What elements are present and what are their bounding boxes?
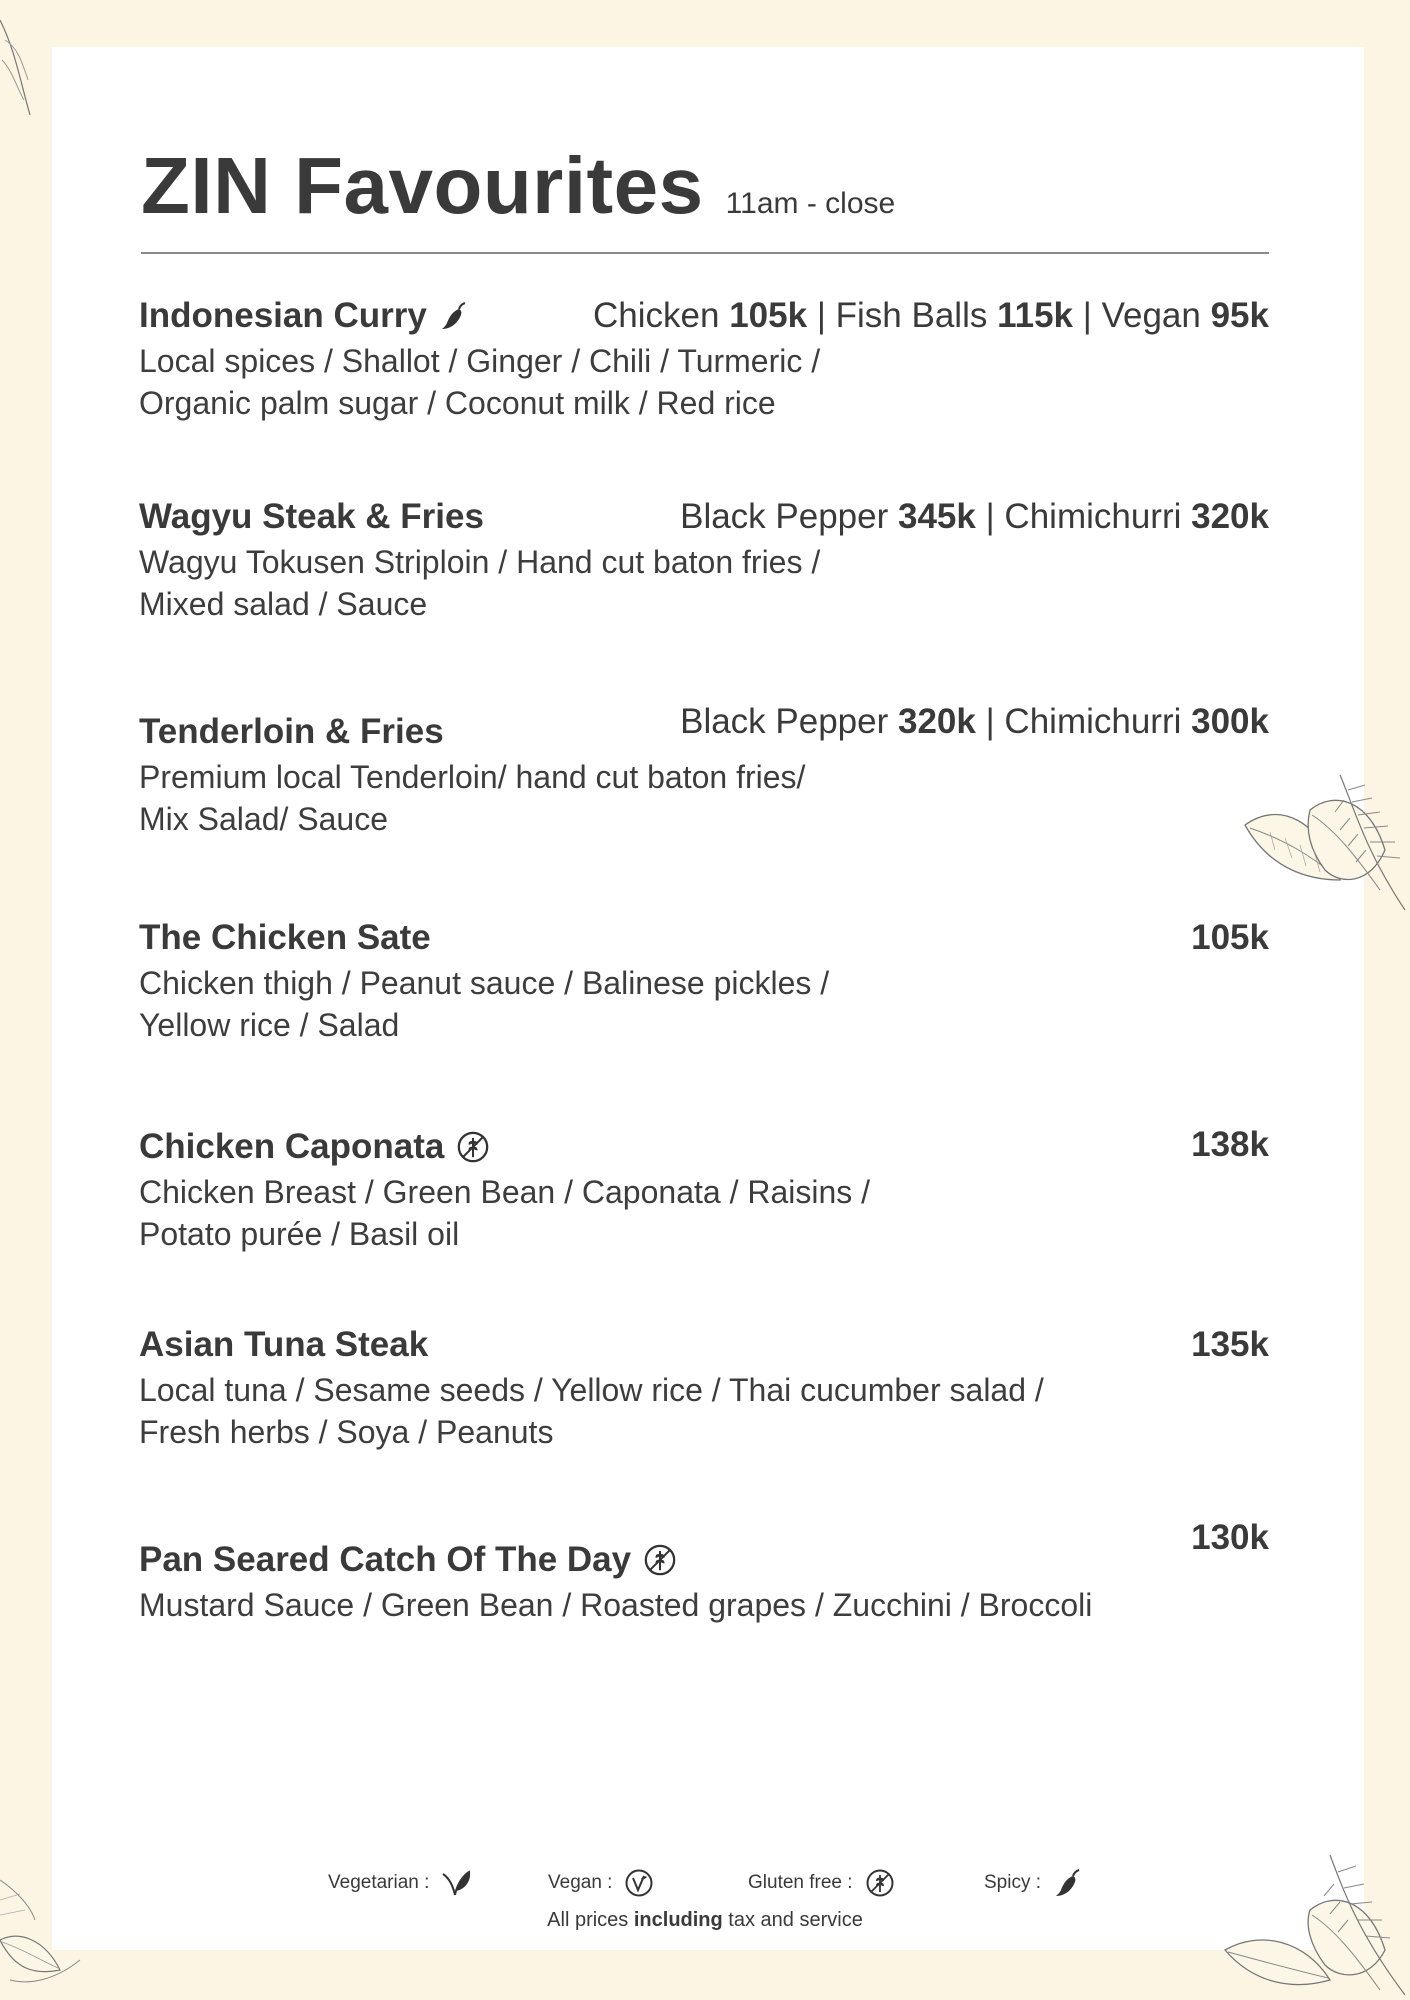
chili-icon	[1053, 1868, 1083, 1898]
menu-item-price	[680, 702, 1269, 742]
menu-item-description: Mixed salad / Sauce	[139, 586, 428, 622]
menu-item-name-text: Pan Seared Catch Of The Day	[139, 1540, 632, 1579]
price-option-label: Chicken	[593, 296, 720, 335]
menu-item-description: Yellow rice / Salad	[139, 1007, 400, 1043]
menu-item-name-text: Indonesian Curry	[139, 296, 427, 335]
price-value: 130k	[1191, 1518, 1269, 1557]
footnote-bold: including	[633, 1909, 723, 1931]
menu-item-header	[139, 918, 1269, 962]
price-separator: |	[975, 702, 1005, 741]
header-divider	[141, 252, 1269, 254]
leaf-decoration-top-left-icon	[0, 0, 40, 130]
menu-item-description: Organic palm sugar / Coconut milk / Red rice	[139, 385, 776, 421]
menu-item-description: Local tuna / Sesame seeds / Yellow rice / Thai cucumber salad /	[139, 1372, 1044, 1408]
legend-gluten-free-label: Gluten free :	[748, 1872, 853, 1893]
menu-header	[141, 140, 895, 232]
menu-item-name-text: Wagyu Steak & Fries	[139, 497, 484, 536]
price-value: 138k	[1191, 1125, 1269, 1164]
price-option-label: Black Pepper	[680, 497, 889, 536]
menu-item-header	[139, 1325, 1269, 1369]
price-separator: |	[1073, 296, 1102, 335]
menu-item	[139, 702, 1269, 840]
menu-title: ZIN Favourites	[141, 141, 704, 230]
menu-item-description: Chicken Breast / Green Bean / Caponata / Raisins /	[139, 1174, 871, 1210]
menu-item-header	[139, 296, 1269, 340]
menu-item-name	[139, 1325, 428, 1365]
menu-item-description: Premium local Tenderloin/ hand cut baton fries/	[139, 759, 806, 795]
menu-item-description: Local spices / Shallot / Ginger / Chili / Turmeric /	[139, 343, 821, 379]
menu-item-price	[680, 497, 1269, 537]
menu-item-header	[139, 1127, 1269, 1171]
menu-item-name-text: Chicken Caponata	[139, 1127, 445, 1166]
gluten-free-icon	[643, 1543, 677, 1577]
price-value: 300k	[1191, 702, 1269, 741]
vegetarian-leaf-icon	[441, 1868, 471, 1898]
menu-item-description: Potato purée / Basil oil	[139, 1216, 460, 1252]
menu-item-price	[1191, 1325, 1269, 1365]
legend-vegetarian	[328, 1868, 471, 1898]
menu-item-name-text: Asian Tuna Steak	[139, 1325, 429, 1364]
legend-spicy-label: Spicy :	[984, 1872, 1042, 1893]
price-value: 135k	[1191, 1325, 1269, 1364]
menu-item-description: Wagyu Tokusen Striploin / Hand cut baton fries /	[139, 544, 821, 580]
gluten-free-icon	[456, 1130, 490, 1164]
menu-item-header	[139, 1518, 1269, 1584]
menu-item-price	[1191, 1125, 1269, 1165]
price-value: 115k	[997, 296, 1074, 335]
footnote-text: All prices	[547, 1909, 634, 1931]
menu-item-price	[593, 296, 1269, 336]
price-value: 320k	[898, 702, 976, 741]
menu-item-name	[139, 296, 469, 336]
menu-item-name	[139, 712, 444, 752]
menu-item	[139, 497, 1269, 625]
price-footnote	[0, 1909, 1410, 1932]
price-separator: |	[975, 497, 1005, 536]
chili-icon	[439, 301, 469, 331]
legend-gluten-free	[748, 1868, 895, 1898]
menu-item	[139, 1518, 1269, 1626]
price-option-label: Black Pepper	[680, 702, 889, 741]
legend-vegetarian-label: Vegetarian :	[328, 1872, 430, 1893]
menu-item-header	[139, 497, 1269, 541]
menu-item	[139, 296, 1269, 424]
menu-item-description: Fresh herbs / Soya / Peanuts	[139, 1414, 554, 1450]
menu-item-name-text: The Chicken Sate	[139, 918, 431, 957]
price-value: 105k	[1191, 918, 1269, 957]
price-value: 345k	[898, 497, 976, 536]
menu-item-name-text: Tenderloin & Fries	[139, 712, 444, 751]
price-value: 320k	[1191, 497, 1269, 536]
menu-item-name	[139, 918, 431, 958]
footnote-text-end: tax and service	[722, 1909, 863, 1931]
menu-item-description: Mix Salad/ Sauce	[139, 801, 389, 837]
menu-item	[139, 918, 1269, 1046]
price-value: 95k	[1210, 296, 1269, 335]
legend-vegan-label: Vegan :	[548, 1872, 613, 1893]
price-separator: |	[807, 296, 836, 335]
menu-item-name	[139, 1540, 677, 1580]
menu-item-header	[139, 702, 1269, 756]
price-option-label: Chimichurri	[1004, 497, 1182, 536]
price-option-label: Fish Balls	[835, 296, 988, 335]
service-hours: 11am - close	[725, 187, 896, 220]
price-value: 105k	[729, 296, 808, 335]
legend-vegan	[548, 1868, 654, 1898]
menu-item-description: Chicken thigh / Peanut sauce / Balinese pickles /	[139, 965, 830, 1001]
menu-item-name	[139, 497, 484, 537]
price-option-label: Chimichurri	[1004, 702, 1182, 741]
menu-item	[139, 1127, 1269, 1255]
price-option-label: Vegan	[1101, 296, 1201, 335]
menu-item-description: Mustard Sauce / Green Bean / Roasted grapes / Zucchini / Broccoli	[139, 1587, 1093, 1623]
vegan-icon	[624, 1868, 654, 1898]
menu-item-price	[1191, 918, 1269, 958]
menu-item-price	[1191, 1518, 1269, 1558]
menu-item	[139, 1325, 1269, 1453]
legend-spicy	[984, 1868, 1083, 1898]
gluten-free-icon	[865, 1868, 895, 1898]
menu-item-name	[139, 1127, 490, 1167]
